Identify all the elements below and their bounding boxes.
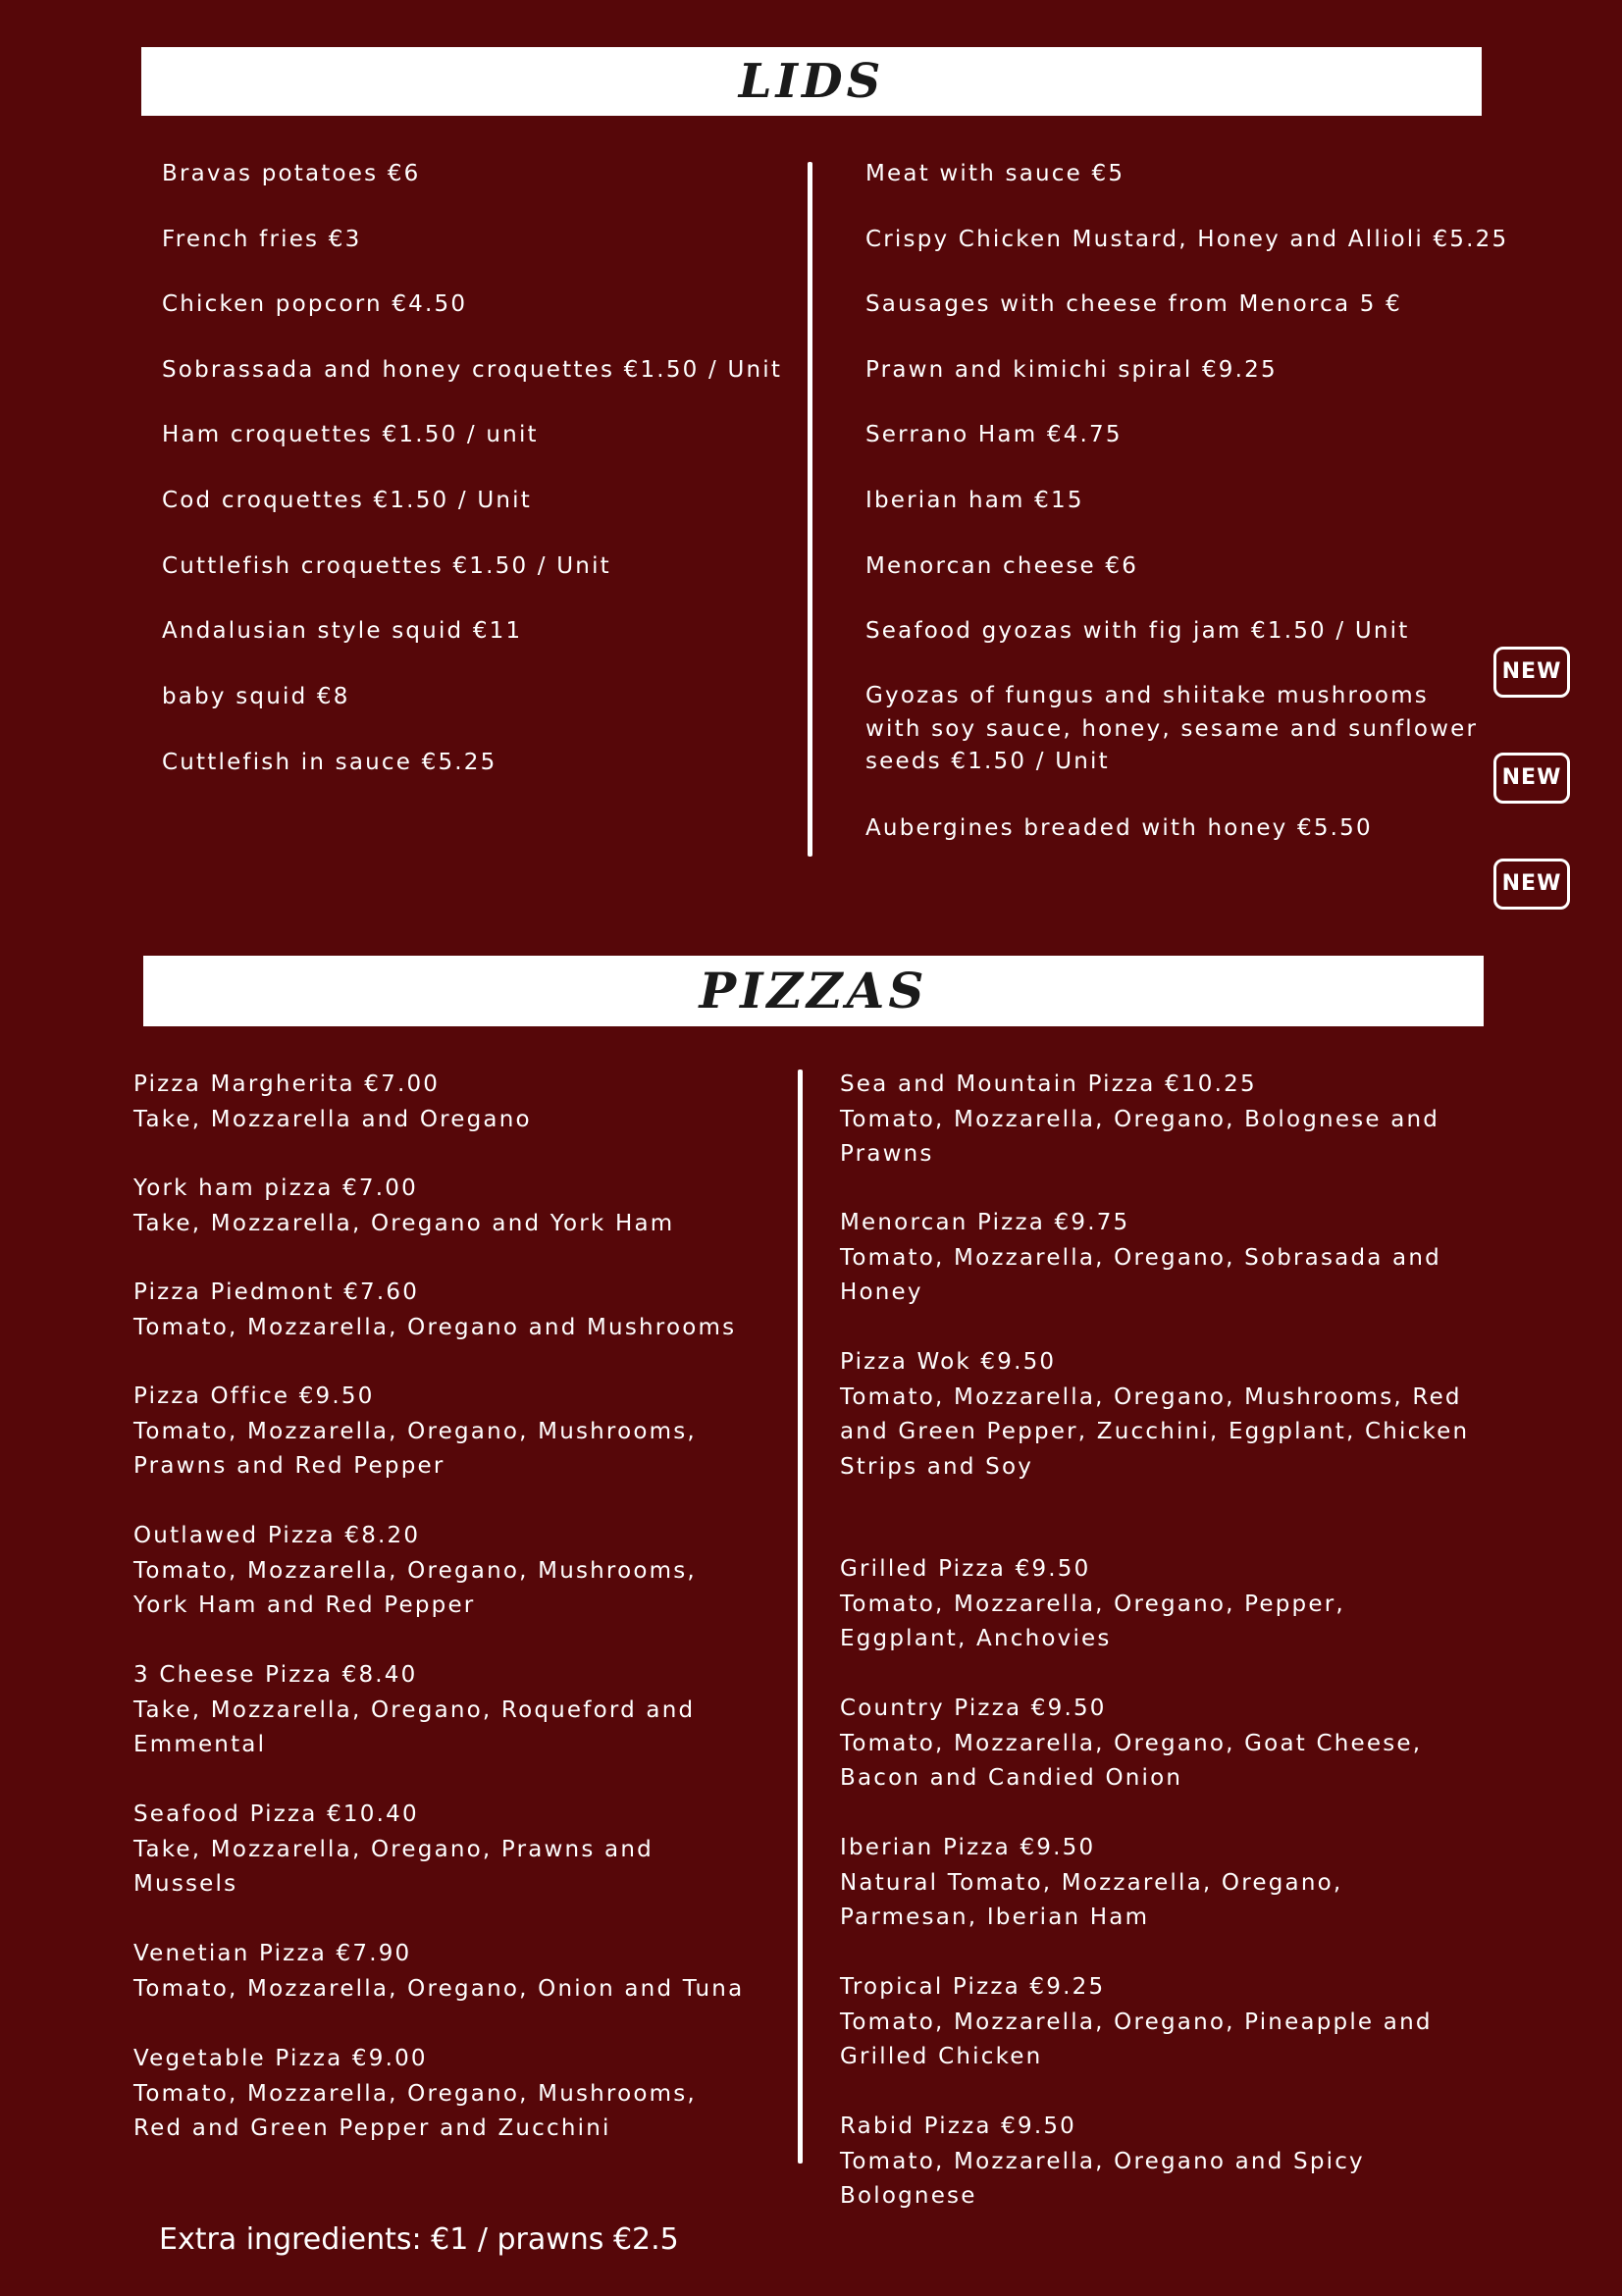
new-badge: NEW	[1493, 859, 1570, 910]
pizza-name: York ham pizza €7.00	[133, 1175, 418, 1201]
pizza-ingredients: Tomato, Mozzarella, Oregano and Spicy	[840, 2148, 1365, 2174]
menu-item: Prawn and kimichi spiral €9.25	[865, 357, 1278, 383]
pizza-ingredients: Prawns	[840, 1141, 934, 1167]
pizza-item	[840, 1552, 1345, 1657]
pizza-name: Venetian Pizza €7.90	[133, 1941, 412, 1966]
pizza-ingredients: Red and Green Pepper and Zucchini	[133, 2115, 611, 2141]
menu-item: Cod croquettes €1.50 / Unit	[162, 488, 532, 513]
new-badge: NEW	[1493, 647, 1570, 698]
pizza-item	[133, 1380, 697, 1485]
pizza-item	[133, 1519, 697, 1624]
pizza-item	[133, 2042, 697, 2147]
pizza-item	[840, 2110, 1365, 2215]
menu-item: Menorcan cheese €6	[865, 553, 1139, 579]
pizza-ingredients: Tomato, Mozzarella, Oregano, Mushrooms,	[133, 1557, 697, 1584]
pizza-item	[133, 1937, 744, 2007]
menu-item: Chicken popcorn €4.50	[162, 291, 468, 317]
menu-item: Ham croquettes €1.50 / unit	[162, 422, 539, 447]
menu-item: Sobrassada and honey croquettes €1.50 / Unit	[162, 357, 783, 383]
menu-item: Iberian ham €15	[865, 488, 1084, 513]
pizza-ingredients: Take, Mozzarella, Oregano, Prawns and	[133, 1836, 654, 1862]
pizza-ingredients: Bacon and Candied Onion	[840, 1765, 1183, 1791]
pizza-ingredients: Tomato, Mozzarella, Oregano, Onion and Tuna	[133, 1975, 745, 2002]
new-badge: NEW	[1493, 753, 1570, 804]
pizza-name: Pizza Margherita €7.00	[133, 1071, 441, 1097]
pizza-ingredients: Eggplant, Anchovies	[840, 1626, 1112, 1651]
pizza-name: Pizza Wok €9.50	[840, 1349, 1057, 1375]
pizza-name: Pizza Office €9.50	[133, 1383, 375, 1409]
pizza-name: Outlawed Pizza €8.20	[133, 1523, 421, 1548]
pizza-ingredients: Grilled Chicken	[840, 2044, 1043, 2069]
pizza-item	[840, 1692, 1422, 1797]
pizza-ingredients: Tomato, Mozzarella, Oregano, Mushrooms, Red	[840, 1383, 1462, 1410]
pizza-name: Pizza Piedmont €7.60	[133, 1279, 420, 1305]
pizza-ingredients: Bolognese	[840, 2183, 977, 2209]
menu-item: Meat with sauce €5	[865, 161, 1125, 186]
pizza-name: Country Pizza €9.50	[840, 1696, 1107, 1721]
pizza-name: Grilled Pizza €9.50	[840, 1556, 1091, 1582]
pizza-ingredients: Tomato, Mozzarella, Oregano, Pepper,	[840, 1591, 1345, 1617]
pizza-ingredients: Tomato, Mozzarella, Oregano, Sobrasada and	[840, 1244, 1441, 1271]
menu-item: Serrano Ham €4.75	[865, 422, 1123, 447]
pizza-ingredients: Parmesan, Iberian Ham	[840, 1905, 1150, 1930]
menu-item: Bravas potatoes €6	[162, 161, 421, 186]
pizza-ingredients: Tomato, Mozzarella, Oregano, Mushrooms,	[133, 1418, 697, 1444]
pizza-ingredients: Strips and Soy	[840, 1453, 1034, 1480]
pizza-name: Seafood Pizza €10.40	[133, 1801, 419, 1827]
lids-column-divider	[808, 162, 812, 857]
pizza-name: Sea and Mountain Pizza €10.25	[840, 1071, 1257, 1097]
menu-item: Sausages with cheese from Menorca 5 €	[865, 291, 1402, 317]
pizza-ingredients: Take, Mozzarella, Oregano and York Ham	[133, 1210, 675, 1236]
pizza-item	[840, 1345, 1469, 1485]
pizza-ingredients: Tomato, Mozzarella, Oregano, Pineapple and	[840, 2009, 1433, 2035]
menu-item: French fries €3	[162, 227, 362, 252]
pizza-ingredients: Prawns and Red Pepper	[133, 1453, 445, 1479]
pizza-item	[133, 1276, 736, 1345]
lids-section-title: LIDS	[141, 47, 1482, 116]
pizza-ingredients: Natural Tomato, Mozzarella, Oregano,	[840, 1869, 1343, 1896]
pizza-item	[133, 1658, 695, 1763]
pizza-name: Tropical Pizza €9.25	[840, 1974, 1106, 2000]
pizza-ingredients: Tomato, Mozzarella, Oregano, Bolognese and	[840, 1106, 1440, 1132]
pizza-ingredients: Tomato, Mozzarella, Oregano, Mushrooms,	[133, 2080, 697, 2107]
pizza-name: Rabid Pizza €9.50	[840, 2113, 1077, 2139]
menu-item: Cuttlefish croquettes €1.50 / Unit	[162, 553, 611, 579]
menu-item: Aubergines breaded with honey €5.50	[865, 815, 1373, 841]
pizza-name: 3 Cheese Pizza €8.40	[133, 1662, 418, 1688]
pizza-name: Menorcan Pizza €9.75	[840, 1210, 1130, 1235]
pizza-ingredients: and Green Pepper, Zucchini, Eggplant, Chicken	[840, 1419, 1470, 1444]
pizza-item	[133, 1798, 654, 1903]
extra-ingredients-note: Extra ingredients: €1 / prawns €2.5	[159, 2222, 679, 2257]
menu-item: Andalusian style squid €11	[162, 618, 523, 644]
pizza-item	[840, 1206, 1441, 1311]
pizza-ingredients: Take, Mozzarella, Oregano, Roqueford and	[133, 1696, 696, 1723]
pizza-item	[840, 1970, 1433, 2075]
pizzas-column-divider	[798, 1070, 803, 2164]
menu-item: Gyozas of fungus and shiitake mushrooms with soy sauce, honey, sesame and sunflower seeds €1.50 / Unit	[865, 683, 1479, 774]
menu-item: Cuttlefish in sauce €5.25	[162, 750, 497, 775]
pizza-name: Iberian Pizza €9.50	[840, 1835, 1096, 1860]
pizza-ingredients: Mussels	[133, 1871, 238, 1897]
pizza-ingredients: York Ham and Red Pepper	[133, 1592, 476, 1618]
pizza-ingredients: Emmental	[133, 1732, 267, 1757]
pizza-ingredients: Take, Mozzarella and Oregano	[133, 1106, 532, 1132]
menu-item: Crispy Chicken Mustard, Honey and Allioli €5.25	[865, 227, 1509, 252]
pizza-ingredients: Honey	[840, 1279, 923, 1305]
pizzas-section-title: PIZZAS	[143, 956, 1484, 1026]
menu-item: baby squid €8	[162, 684, 350, 709]
pizza-item	[133, 1068, 532, 1137]
pizza-ingredients: Tomato, Mozzarella, Oregano and Mushrooms	[133, 1314, 737, 1340]
pizza-name: Vegetable Pizza €9.00	[133, 2046, 428, 2071]
pizza-item	[840, 1831, 1342, 1936]
pizza-item	[840, 1068, 1439, 1173]
pizza-item	[133, 1172, 674, 1241]
pizza-ingredients: Tomato, Mozzarella, Oregano, Goat Cheese,	[840, 1730, 1423, 1756]
menu-item: Seafood gyozas with fig jam €1.50 / Unit	[865, 618, 1410, 644]
